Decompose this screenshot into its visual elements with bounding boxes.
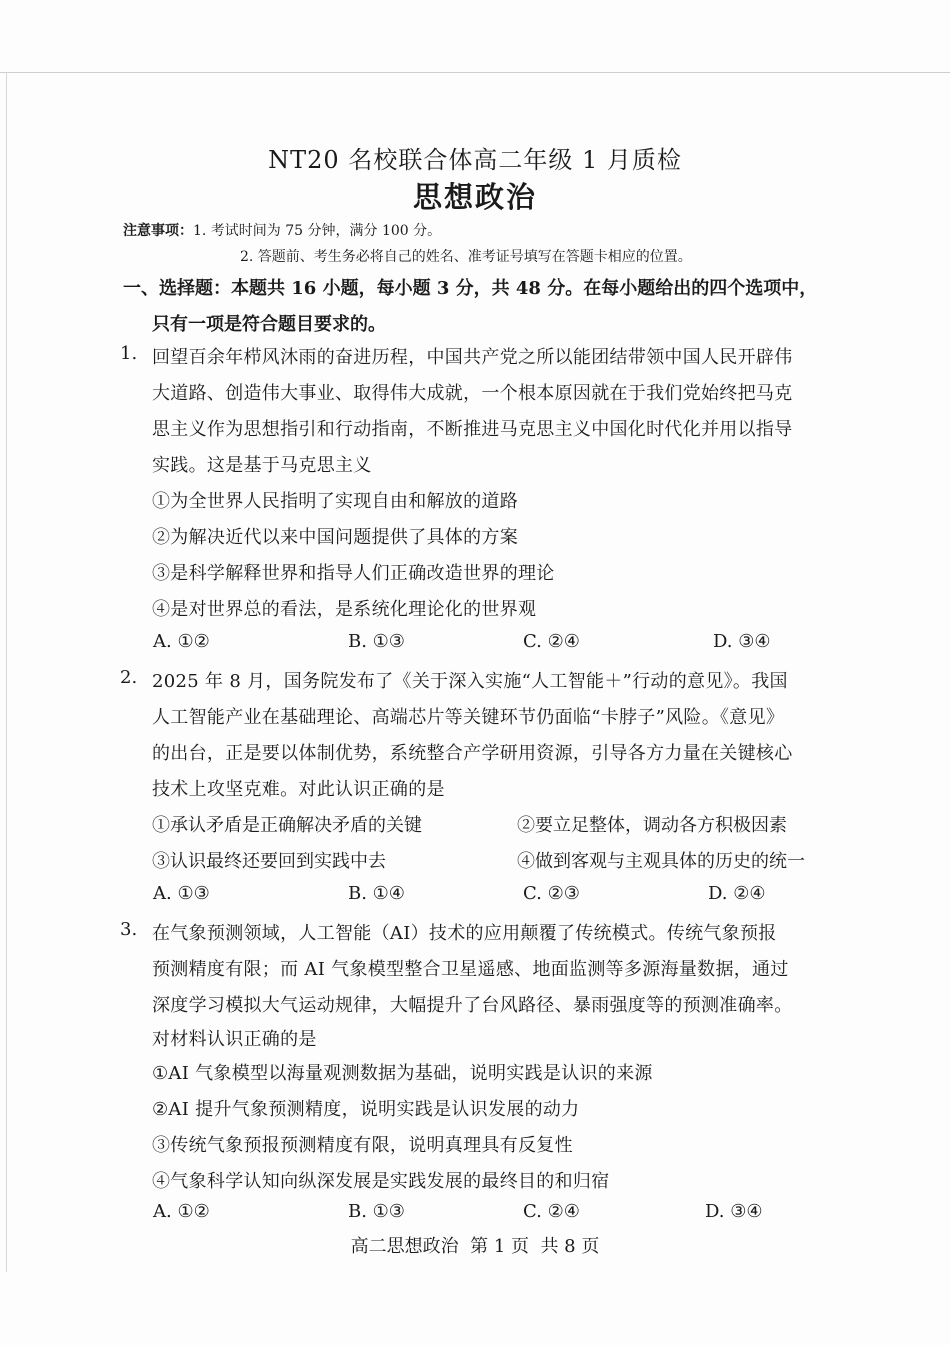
q2-option-a: A. ①③ (153, 883, 210, 904)
section-heading-line-2: 只有一项是符合题目要求的。 (152, 314, 386, 335)
q3-statement: ②AI 提升气象预测精度，说明实践是认识发展的动力 (152, 1099, 580, 1120)
q1-option-a: A. ①② (153, 631, 210, 652)
question-number-1: 1. (120, 343, 138, 364)
q3-statement: ③传统气象预报预测精度有限，说明真理具有反复性 (152, 1135, 573, 1156)
q1-statement: ③是科学解释世界和指导人们正确改造世界的理论 (152, 563, 555, 584)
q1-stem-line: 大道路、创造伟大事业、取得伟大成就，一个根本原因就在于我们党始终把马克 (152, 383, 793, 404)
q3-option-b: B. ①③ (348, 1201, 405, 1222)
q2-statement: ②要立足整体，调动各方积极因素 (517, 815, 787, 836)
q3-statement: ④气象科学认知向纵深发展是实践发展的最终目的和归宿 (152, 1171, 610, 1192)
q1-option-b: B. ①③ (348, 631, 405, 652)
q2-statement: ④做到客观与主观具体的历史的统一 (517, 851, 805, 872)
q2-statement-row (152, 847, 852, 873)
q2-statement: ③认识最终还要回到实践中去 (152, 851, 386, 872)
q3-stem-line: 对材料认识正确的是 (152, 1029, 317, 1050)
q1-option-d: D. ③④ (713, 631, 771, 652)
scan-edge-left (6, 72, 7, 1272)
q2-statement-row (152, 811, 852, 837)
q2-stem-line: 技术上攻坚克难。对此认识正确的是 (152, 779, 445, 800)
q1-options (153, 631, 793, 657)
q3-option-a: A. ①② (153, 1201, 210, 1222)
q1-statement: ①为全世界人民指明了实现自由和解放的道路 (152, 491, 518, 512)
q1-statement: ④是对世界总的看法，是系统化理论化的世界观 (152, 599, 537, 620)
q2-stem-line: 的出台，正是要以体制优势，系统整合产学研用资源，引导各方力量在关键核心 (152, 743, 793, 764)
q2-option-b: B. ①④ (348, 883, 405, 904)
q2-option-c: C. ②③ (523, 883, 580, 904)
section-heading-line-1: 一、选择题：本题共 16 小题，每小题 3 分，共 48 分。在每小题给出的四个选项中， (123, 278, 818, 299)
q2-stem-line: 人工智能产业在基础理论、高端芯片等关键环节仍面临“卡脖子”风险。《意见》 (152, 707, 785, 728)
q3-statement: ①AI 气象模型以海量观测数据为基础，说明实践是认识的来源 (152, 1063, 653, 1084)
exam-title: NT20 名校联合体高二年级 1 月质检 (268, 146, 682, 174)
q1-stem-line: 回望百余年栉风沐雨的奋进历程，中国共产党之所以能团结带领中国人民开辟伟 (152, 347, 793, 368)
page-footer: 高二思想政治 第 1 页 共 8 页 (350, 1236, 600, 1257)
notice-label: 注意事项： (123, 223, 193, 239)
subject-title: 思想政治 (412, 180, 537, 214)
q3-option-d: D. ③④ (705, 1201, 763, 1222)
scan-edge-top (0, 72, 950, 73)
q2-option-d: D. ②④ (708, 883, 766, 904)
q2-options (153, 883, 793, 909)
q3-stem-line: 在气象预测领域，人工智能（AI）技术的应用颠覆了传统模式。传统气象预报 (152, 923, 777, 944)
notice-line-1 (123, 220, 441, 240)
q2-stem-line: 2025 年 8 月，国务院发布了《关于深入实施“人工智能＋”行动的意见》。我国 (152, 671, 788, 692)
q3-options (153, 1201, 793, 1227)
q3-stem-line: 深度学习模拟大气运动规律，大幅提升了台风路径、暴雨强度等的预测准确率。 (152, 995, 793, 1016)
q2-statement: ①承认矛盾是正确解决矛盾的关键 (152, 815, 422, 836)
q1-stem-line: 思主义作为思想指引和行动指南，不断推进马克思主义中国化时代化并用以指导 (152, 419, 793, 440)
q1-option-c: C. ②④ (523, 631, 580, 652)
notice-item-1: 1. 考试时间为 75 分钟，满分 100 分。 (193, 223, 442, 239)
q1-stem-line: 实践。这是基于马克思主义 (152, 455, 372, 476)
question-number-3: 3. (120, 919, 138, 940)
q1-statement: ②为解决近代以来中国问题提供了具体的方案 (152, 527, 518, 548)
notice-item-2: 2. 答题前、考生务必将自己的姓名、准考证号填写在答题卡相应的位置。 (240, 249, 692, 265)
q3-option-c: C. ②④ (523, 1201, 580, 1222)
question-number-2: 2. (120, 667, 138, 688)
q3-stem-line: 预测精度有限；而 AI 气象模型整合卫星遥感、地面监测等多源海量数据，通过 (152, 959, 789, 980)
